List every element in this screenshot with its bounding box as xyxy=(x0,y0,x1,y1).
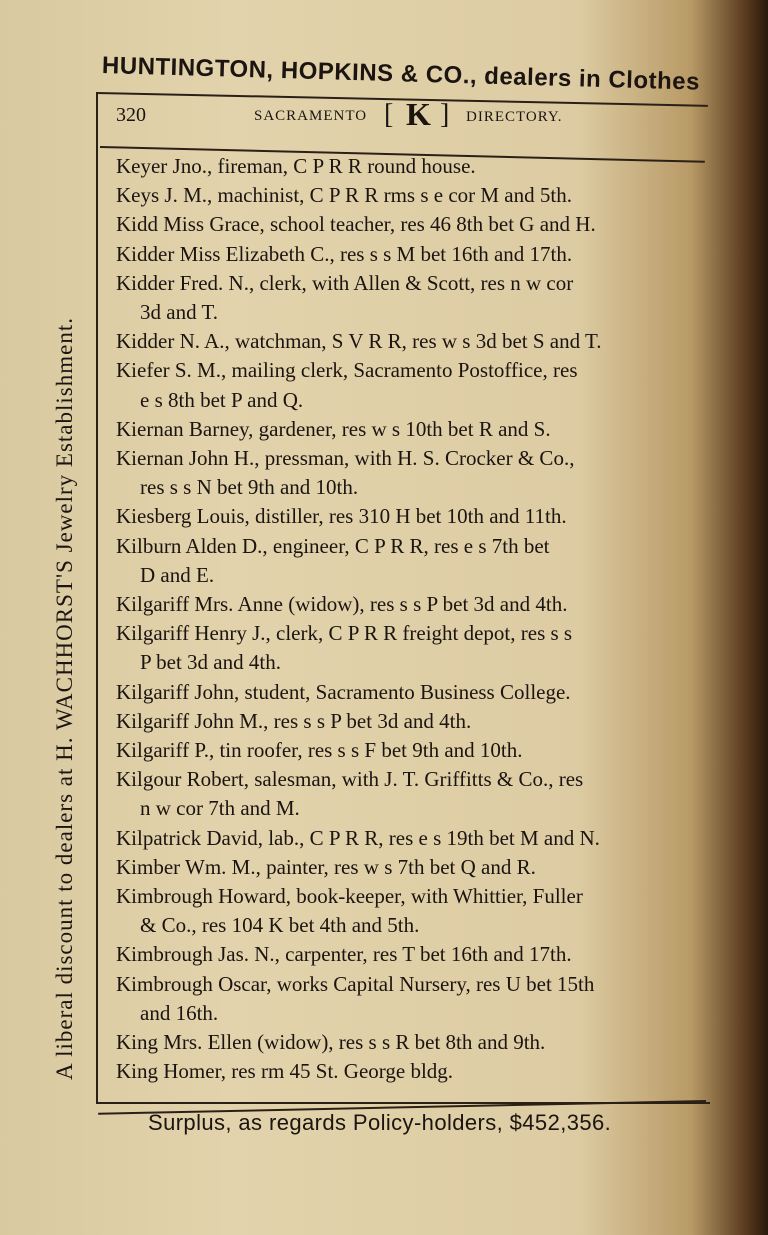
entry-line: Kiernan John H., pressman, with H. S. Crocker & Co., xyxy=(116,446,575,471)
entry-line: Keyer Jno., fireman, C P R R round house. xyxy=(116,154,476,178)
directory-entry xyxy=(116,356,706,414)
entry-line: Kilgariff John M., res s s P bet 3d and 4th. xyxy=(116,708,472,733)
entry-line: Kidd Miss Grace, school teacher, res 46 8th bet G and H. xyxy=(116,212,596,237)
entry-line: Kiesberg Louis, distiller, res 310 H bet 10th and 11th. xyxy=(116,504,567,529)
entry-line: Kimbrough Oscar, works Capital Nursery, res U bet 15th xyxy=(116,971,595,996)
directory-entry xyxy=(116,415,706,444)
directory-entry xyxy=(116,940,706,969)
entry-continuation-line: n w cor 7th and M. xyxy=(140,796,300,821)
running-header xyxy=(114,96,704,134)
directory-entry xyxy=(116,327,706,356)
directory-entries xyxy=(116,152,706,1087)
directory-entry xyxy=(116,678,706,707)
directory-entry xyxy=(116,210,706,239)
directory-entry xyxy=(116,765,706,823)
entry-line: Kiefer S. M., mailing clerk, Sacramento Postoffice, res xyxy=(116,358,578,383)
entry-line: Kidder Miss Elizabeth C., res s s M bet 16th and 17th. xyxy=(116,241,573,266)
entry-line: Keys J. M., machinist, C P R R rms s e cor M and 5th. xyxy=(116,183,572,208)
entry-line: Kilgariff John, student, Sacramento Business College. xyxy=(116,679,571,704)
directory-entry xyxy=(116,532,706,590)
directory-entry xyxy=(116,269,706,327)
right-bracket: ] xyxy=(440,99,450,130)
directory-entry xyxy=(116,502,706,531)
entry-line: Kilburn Alden D., engineer, C P R R, res e s 7th bet xyxy=(116,533,550,558)
left-bracket: [ xyxy=(384,99,394,130)
entry-continuation-line: & Co., res 104 K bet 4th and 5th. xyxy=(140,913,420,938)
directory-entry xyxy=(116,152,706,181)
entry-line: Kimber Wm. M., painter, res w s 7th bet Q and R. xyxy=(116,854,536,879)
directory-entry xyxy=(116,1028,706,1057)
entry-line: King Mrs. Ellen (widow), res s s R bet 8th and 9th. xyxy=(116,1030,546,1055)
bottom-advertisement: Surplus, as regards Policy-holders, $452,356. xyxy=(148,1110,612,1135)
entry-line: Kiernan Barney, gardener, res w s 10th bet R and S. xyxy=(116,416,551,441)
entry-line: Kidder Fred. N., clerk, with Allen & Scott, res n w cor xyxy=(116,270,574,295)
entry-line: Kimbrough Howard, book-keeper, with Whittier, Fuller xyxy=(116,884,583,909)
entry-continuation-line: res s s N bet 9th and 10th. xyxy=(140,475,359,500)
page-number: 320 xyxy=(116,104,146,126)
entry-continuation-line: 3d and T. xyxy=(140,300,218,325)
directory-entry xyxy=(116,590,706,619)
section-letter: K xyxy=(406,96,431,132)
side-advertisement: A liberal discount to dealers at H. WACHHORST'S Jewelry Establishment. xyxy=(52,317,77,1080)
directory-entry xyxy=(116,824,706,853)
directory-entry xyxy=(116,240,706,269)
directory-entry xyxy=(116,619,706,677)
directory-entry xyxy=(116,181,706,210)
entry-line: Kilpatrick David, lab., C P R R, res e s 19th bet M and N. xyxy=(116,825,600,850)
entry-line: Kilgariff Mrs. Anne (widow), res s s P bet 3d and 4th. xyxy=(116,592,568,617)
directory-entry xyxy=(116,882,706,940)
entry-continuation-line: P bet 3d and 4th. xyxy=(140,650,281,675)
entry-line: Kilgariff Henry J., clerk, C P R R freight depot, res s s xyxy=(116,621,573,646)
entry-continuation-line: and 16th. xyxy=(140,1000,219,1025)
directory-entry xyxy=(116,444,706,502)
entry-continuation-line: e s 8th bet P and Q. xyxy=(140,387,304,412)
entry-continuation-line: D and E. xyxy=(140,562,215,587)
top-advertisement: HUNTINGTON, HOPKINS & CO., dealers in Clothes xyxy=(101,52,701,96)
entry-line: Kidder N. A., watchman, S V R R, res w s 3d bet S and T. xyxy=(116,329,602,354)
entry-line: Kilgariff P., tin roofer, res s s F bet 9th and 10th. xyxy=(116,738,523,763)
directory-entry xyxy=(116,736,706,765)
entry-line: Kilgour Robert, salesman, with J. T. Griffitts & Co., res xyxy=(116,767,584,792)
directory-entry xyxy=(116,707,706,736)
header-city: SACRAMENTO xyxy=(254,108,368,124)
directory-entry xyxy=(116,1057,706,1086)
entry-line: Kimbrough Jas. N., carpenter, res T bet 16th and 17th. xyxy=(116,942,572,967)
header-title: DIRECTORY. xyxy=(466,109,563,125)
directory-entry xyxy=(116,970,706,1028)
directory-entry xyxy=(116,853,706,882)
entry-line: King Homer, res rm 45 St. George bldg. xyxy=(116,1059,454,1084)
